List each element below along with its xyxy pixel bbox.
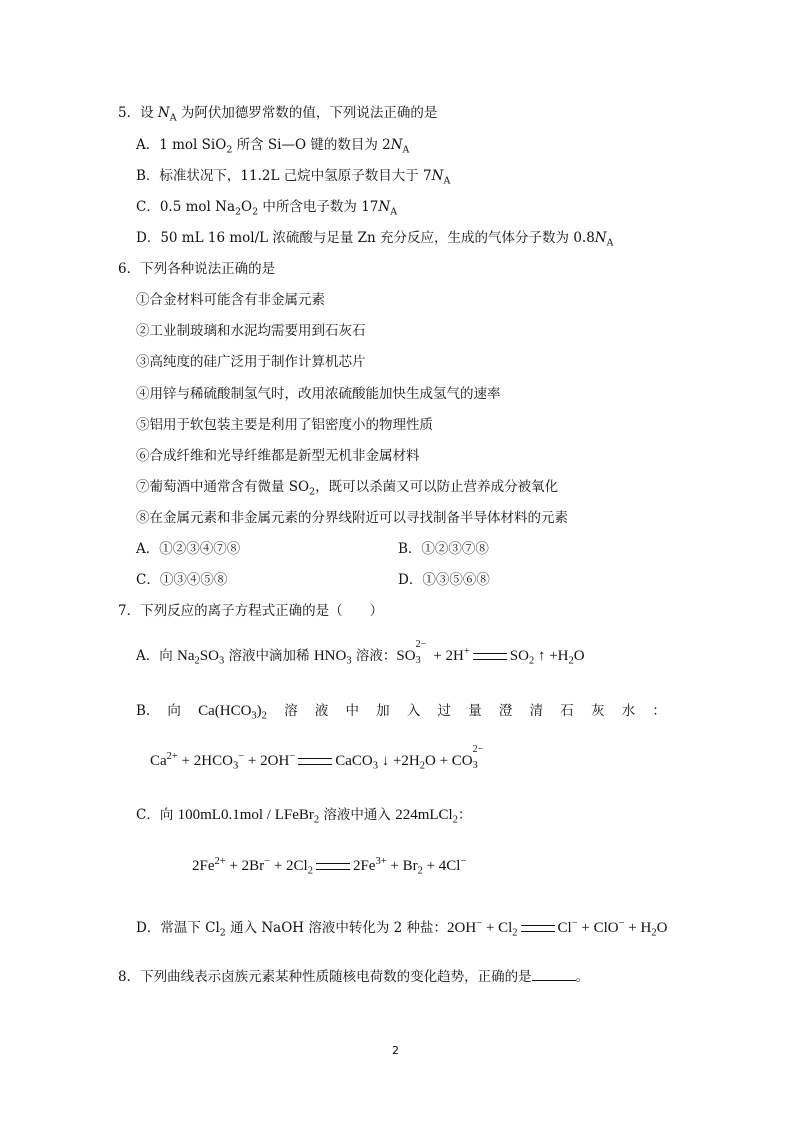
answer-blank[interactable] bbox=[532, 968, 576, 981]
q6-item-4: ④用锌与稀硫酸制氢气时，改用浓硫酸能加快生成氢气的速率 bbox=[136, 386, 501, 402]
q6-item-6: ⑥合成纤维和光导纤维都是新型无机非金属材料 bbox=[136, 448, 420, 464]
q7-option-c: C．向 100mL0.1mol / LFeBr$_2$ 溶液中通入 224mLCl$_2$： bbox=[136, 807, 472, 826]
q5-option-b: B．标准状况下，11.2L 己烷中氢原子数目大于 $7N_A$ bbox=[136, 168, 451, 187]
q7-option-d: D．常温下 $Cl_2$ 通入 NaOH 溶液中转化为 2 种盐：$2OH^- + Cl_2$ $Cl^- + ClO^- + H_2O$ bbox=[136, 918, 668, 939]
q6-option-d: D．①③⑤⑥⑧ bbox=[398, 572, 490, 588]
q5-stem: 5．设 $N_A$ 为阿伏加德罗常数的值，下列说法正确的是 bbox=[118, 105, 438, 124]
q7-b-label: B. bbox=[136, 703, 151, 719]
q6-item-2: ②工业制玻璃和水泥均需要用到石灰石 bbox=[136, 323, 366, 339]
q7-option-a: A．向 $Na_2SO_3$ 溶液中滴加稀 $HNO_3$ 溶液：SO 2− 3 + 2H+ $SO_2$ ↑ $+H_2O$ bbox=[136, 639, 585, 667]
q6-item-3: ③高纯度的硅广泛用于制作计算机芯片 bbox=[136, 354, 366, 370]
q7-b-char: 清 bbox=[529, 703, 544, 719]
q7-b-char: 澄 bbox=[498, 703, 513, 719]
q7-b-char: 加 bbox=[376, 703, 390, 719]
q7-b-char: 入 bbox=[406, 703, 421, 719]
q7-b-char: 中 bbox=[345, 703, 359, 719]
q7-b-char: 向 bbox=[167, 703, 181, 719]
q7-b-char: 溶 bbox=[284, 703, 298, 719]
page-number: 2 bbox=[392, 1044, 399, 1057]
q7-b-char: 过 bbox=[437, 703, 452, 719]
q6-stem: 6．下列各种说法正确的是 bbox=[118, 261, 276, 277]
q6-item-5: ⑤铝用于软包装主要是利用了铝密度小的物理性质 bbox=[136, 417, 433, 433]
q7-a-equation: SO 2− 3 + 2H+ $SO_2$ ↑ $+H_2O$ bbox=[396, 639, 585, 667]
q5-option-c: C．0.5 mol $Na_2O_2$ 中所含电子数为 $17N_A$ bbox=[136, 199, 398, 218]
q6-option-c: C．①③④⑤⑧ bbox=[136, 572, 228, 588]
q7-option-b-line bbox=[136, 701, 666, 721]
q6-option-a: A．①②③④⑦⑧ bbox=[136, 541, 241, 557]
q7-b-char: 灰 bbox=[590, 703, 605, 719]
q7-b-char: 石 bbox=[560, 703, 574, 719]
q8-stem: 8．下列曲线表示卤族元素某种性质随核电荷数的变化趋势，正确的是 。 bbox=[118, 969, 590, 985]
q6-item-1: ①合金材料可能含有非金属元素 bbox=[136, 292, 325, 308]
q7-b-equation: $Ca^{2+} + 2HCO_3^- + 2OH^-$ CaCO$_3$ ↓ $+2H_2O$ + CO 2− 3 bbox=[150, 744, 484, 772]
q6-item-8: ⑧在金属元素和非金属元素的分界线附近可以寻找制备半导体材料的元素 bbox=[136, 510, 568, 526]
q6-option-b: B．①②③⑦⑧ bbox=[398, 541, 489, 557]
q7-b-char: 液 bbox=[314, 703, 329, 719]
q7-b-char: ： bbox=[652, 703, 666, 719]
q7-b-char: 量 bbox=[468, 703, 482, 719]
q6-item-7: ⑦葡萄酒中通常含有微量 $SO_2$，既可以杀菌又可以防止营养成分被氧化 bbox=[136, 479, 559, 498]
q5-option-a: A．1 mol SiO$_2$ 所含 Si—O 键的数目为 $2N_A$ bbox=[136, 137, 410, 156]
q7-b-char: 水 bbox=[621, 703, 636, 719]
q7-c-equation: $2Fe^{2+} + 2Br^- + 2Cl_2$ $2Fe^{3+} + Br_2 + 4Cl^-$ bbox=[192, 856, 467, 877]
q7-stem: 7．下列反应的离子方程式正确的是（ ） bbox=[118, 603, 384, 619]
q7-d-equation: $2OH^- + Cl_2$ $Cl^- + ClO^- + H_2O$ bbox=[447, 918, 668, 939]
q7-b-formula: $Ca(HCO_3)_2$ bbox=[198, 703, 267, 722]
q5-option-d: D．50 mL 16 mol/L 浓硫酸与足量 Zn 充分反应，生成的气体分子数为 $0.8N_A$ bbox=[136, 230, 614, 249]
